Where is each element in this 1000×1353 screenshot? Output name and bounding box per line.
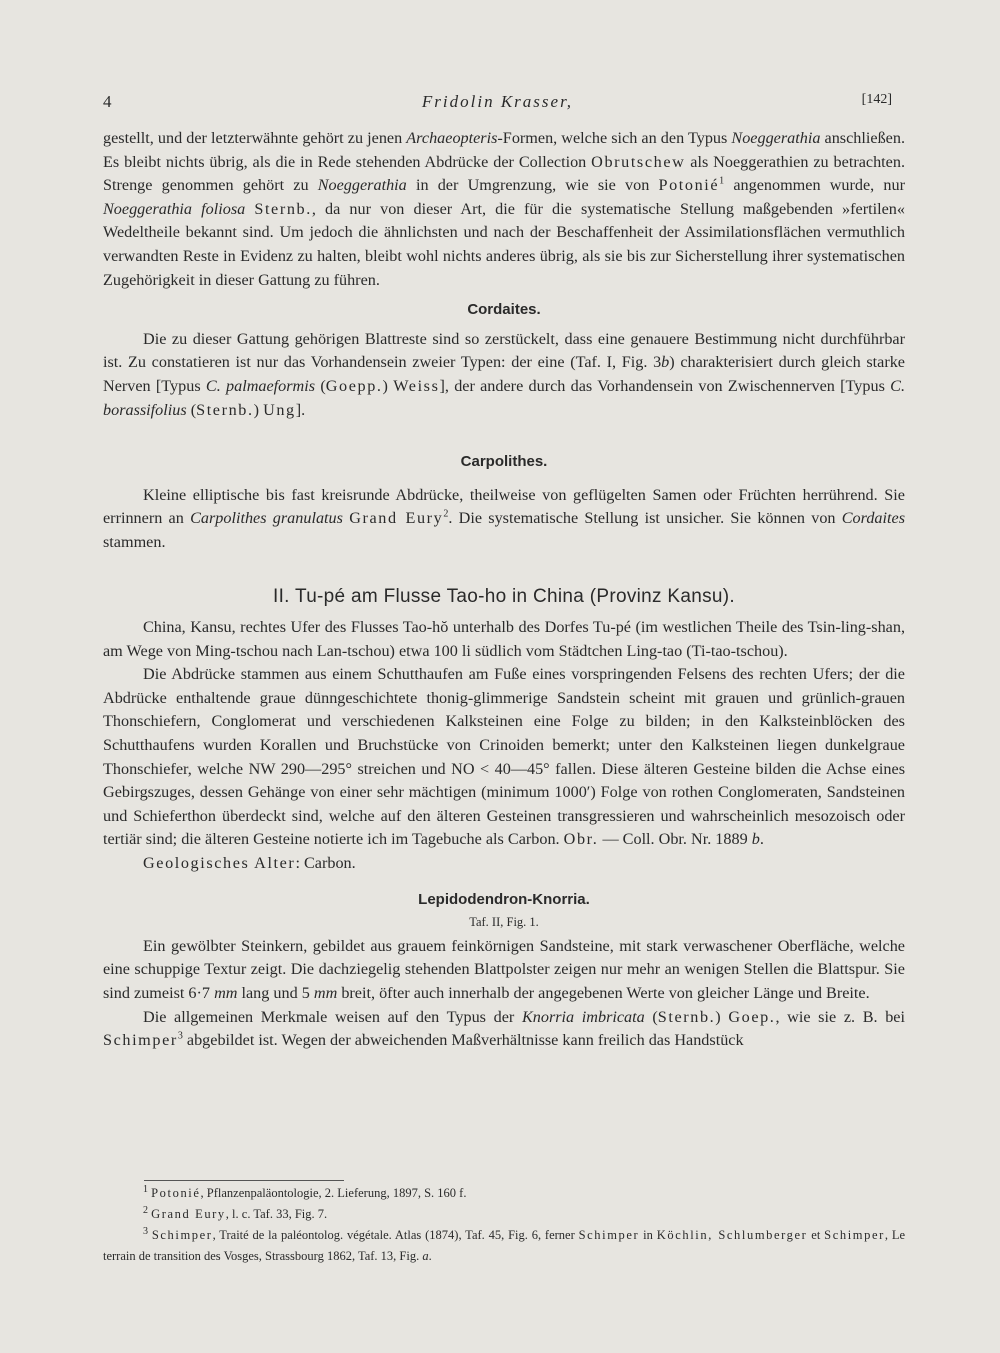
section-heading-cordaites: Cordaites.: [467, 301, 541, 319]
paragraph-geological-age: Geologisches Alter: Carbon.: [143, 854, 356, 873]
chapter-heading: II. Tu-pé am Flusse Tao-ho in China (Provinz Kansu).: [273, 585, 735, 607]
page-signature: [142]: [861, 92, 892, 107]
paragraph-lepidodendron-1: Ein gewölbter Steinkern, gebildet aus grauem feinkörnigen Sandsteine, mit stark verwaschener Oberfläche, welche eine schuppige Textur zeigt. Die dachziegelig stehenden Blattpolster zeigen nur mehr an wenigen Stellen die Blattspur. Sie sind zumeist 6·7 mm lang und 5 mm breit, öfter auch innerhalb der angegebenen Werte von gleicher Länge und Breite.: [103, 936, 905, 1002]
footnote-ref-3: 3: [177, 1030, 183, 1042]
footnotes: [103, 1183, 905, 1267]
paragraph-carpolithes: Kleine elliptische bis fast kreisrunde Abdrücke, theilweise von geflügelten Samen oder Früchten herrührend. Sie errinnern an Carpolithes granulatus Grand Eury$^2$. Die systematische Stellung ist unsicher. Sie können von Cordaites stammen.: [103, 485, 906, 551]
paragraph-noeggerathia: gestellt, und der letzterwähnte gehört zu jenen Archaeopteris-Formen, welche sich an den Typus Noeggerathia anschließen. Es bleibt nichts übrig, als die in Rede stehenden Abdrücke der Collection Obrutschew als Noeggerathien zu betrachten. Strenge genommen gehört zu Noeggerathia in der Umgrenzung, wie sie von Potonié$^1$ angenommen wurde, nur Noeggerathia foliosa Sternb., da nur von dieser Art, die für die systematische Stellung maßgebenden »fertilen« Wedeltheile bekannt sind. Um jedoch die ähnlichsten und nach der Beschaffenheit der Assimilationsflächen vermuthlich verwandten Reste in Evidenz zu halten, bleibt wohl nichts anderes übrig, als sie bis zur Sicherstellung ihrer systematischen Zugehörigkeit in dieser Gattung zu führen.: [103, 129, 906, 289]
footnote-1: $^1$ Potonié, Pflanzenpaläontologie, 2. Lieferung, 1897, S. 160 f.: [143, 1183, 467, 1200]
paragraph-location: China, Kansu, rechtes Ufer des Flusses Tao-hŏ unterhalb des Dorfes Tu-pé (im westlichen Theile des Tsin-ling-shan, am Wege von Ming-tschou nach Lan-tschou) etwa 100 li südlich vom Städtchen Ling-tao (Ti-tao-tschou).: [103, 618, 905, 660]
paragraph-cordaites: Die zu dieser Gattung gehörigen Blattreste sind so zerstückelt, dass eine genauere Bestimmung nicht durchführbar ist. Zu constatieren ist nur das Vorhandensein zweier Typen: der eine (Taf. I, Fig. 3b) charakterisiert durch gleich starke Nerven [Typus C. palmaeformis (Goepp.) Weiss], der andere durch das Vorhandensein von Zwischennerven [Typus C. borassifolius (Sternb.) Ung].: [103, 329, 906, 419]
section-heading-carpolithes: Carpolithes.: [460, 453, 548, 471]
section-heading-lepidodendron: Lepidodendron-Knorria.: [418, 890, 590, 908]
page-number: 4: [103, 92, 112, 111]
paragraph-geology: Die Abdrücke stammen aus einem Schutthaufen am Fuße eines vorspringenden Felsens des rechten Ufers; der die Abdrücke enthaltende graue dünngeschichtete thonig-glimmerige Sandstein scheint mit grauen und grünlich-grauen Thonschiefern, Conglomerat und verschiedenen Kalksteinen eine Folge zu bilden; in den Kalksteinblöcken des Schutthaufens wurden Korallen und Bruchstücke von Crinoiden bemerkt; unter den Kalksteinen liegen dunkelgraue Thonschiefer, welche NW 290—295° streichen und NO < 40—45° fallen. Diese älteren Gesteine bilden die Achse eines Gebirgszuges, dessen Gehänge von einer sehr mächtigen (minimum 1000′) Folge von rothen Conglomeraten, Sandsteinen und Schieferthon überdeckt sind, welche auf den älteren Gesteinen transgressieren und wahrscheinlich mesozoisch oder tertiär sind; die älteren Gesteine notierte ich im Tagebuche als Carbon. Obr. — Coll. Obr. Nr. 1889 b.: [103, 665, 905, 849]
page-header: [103, 92, 892, 116]
footnote-3: $^3$ Schimper, Traité de la paléontolog. végétale. Atlas (1874), Taf. 45, Fig. 6, ferner Schimper in Köchlin, Schlumberger et Schimper, Le terrain de transition des Vosges, Strassbourg 1862, Taf. 13, Fig. a.: [103, 1225, 906, 1263]
footnote-divider: [144, 1180, 344, 1181]
plate-reference: Taf. II, Fig. 1.: [469, 915, 539, 930]
running-title: Fridolin Krasser,: [421, 92, 574, 111]
footnote-ref-1: 1: [719, 175, 725, 187]
footnote-ref-2: 2: [443, 508, 449, 520]
paragraph-lepidodendron-2: Die allgemeinen Merkmale weisen auf den Typus der Knorria imbricata (Sternb.) Goep., wie sie z. B. bei Schimper$^3$ abgebildet ist. Wegen der abweichenden Maßverhältnisse kann freilich das Handstück: [103, 1007, 905, 1050]
footnote-2: $^2$ Grand Eury, l. c. Taf. 33, Fig. 7.: [143, 1204, 328, 1221]
main-text: [103, 127, 905, 1053]
